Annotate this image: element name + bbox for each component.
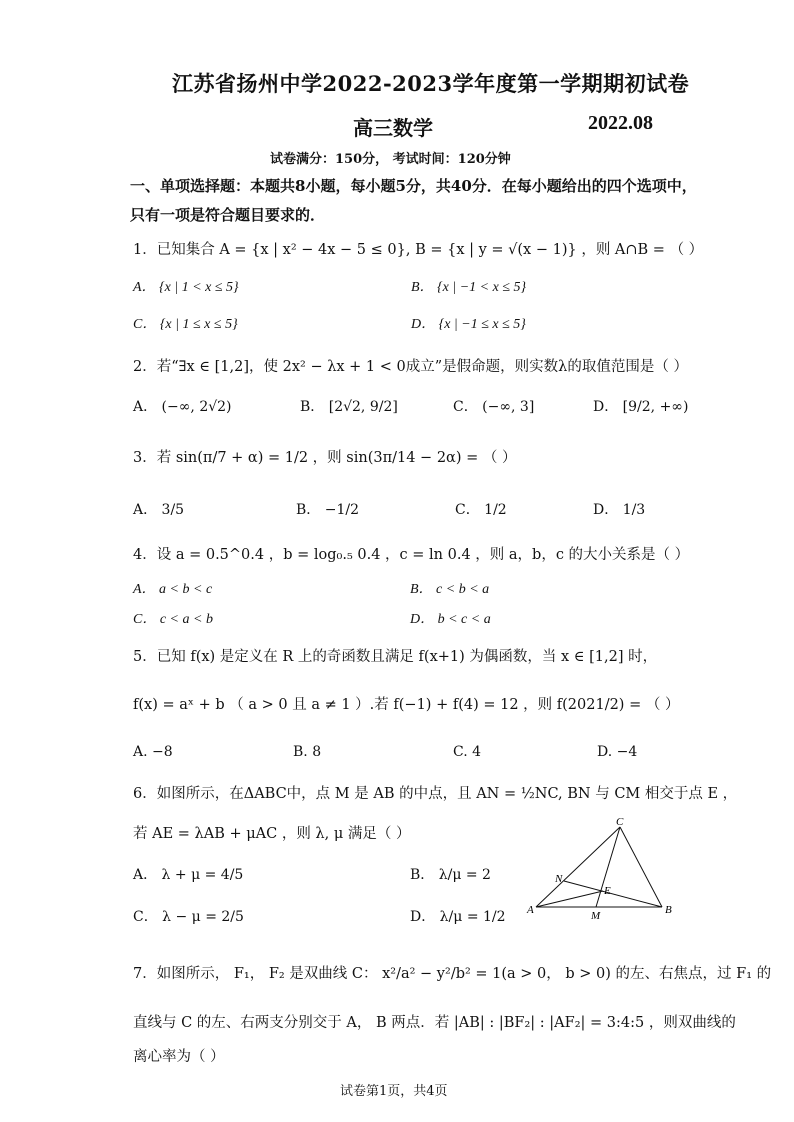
segment-ae xyxy=(536,891,603,907)
label-c: C xyxy=(616,816,624,828)
q6-option-a: A． λ + μ = 4/5 xyxy=(133,867,244,883)
q6-stem-line1: 6．如图所示，在ΔABC中，点 M 是 AB 的中点，且 AN = ½NC, BN 与 CM 相交于点 E ， xyxy=(133,786,738,802)
q2-option-c: C． (−∞, 3] xyxy=(453,399,535,415)
label-m: M xyxy=(591,910,601,922)
side-cb xyxy=(620,827,662,907)
q5-stem-line2: f(x) = aˣ + b （ a > 0 且 a ≠ 1 ）.若 f(−1) + f(4) = 12 ，则 f(2021/2) = （ ） xyxy=(133,697,680,713)
q6-stem-line2: 若 AE = λAB + μAC ，则 λ, μ 满足（ ） xyxy=(133,826,411,842)
q7-stem-line3: 离心率为（ ） xyxy=(133,1049,225,1065)
q4-stem: 4．设 a = 0.5^0.4 ，b = log₀.₅ 0.4 ，c = ln 0.4 ，则 a，b，c 的大小关系是（ ） xyxy=(133,547,690,563)
q3-option-a: A． 3/5 xyxy=(133,502,185,518)
segment-nb xyxy=(564,881,662,907)
q5-option-d: D. −4 xyxy=(597,744,638,760)
page-title: 江苏省扬州中学2022-2023学年度第一学期期初试卷 xyxy=(172,71,690,96)
q3-stem: 3．若 sin(π/7 + α) = 1/2 ，则 sin(3π/14 − 2α) = （ ） xyxy=(133,450,517,466)
label-b: B xyxy=(665,904,672,916)
label-a: A xyxy=(527,904,534,916)
label-e: E xyxy=(604,885,611,897)
q5-option-a: A. −8 xyxy=(133,744,173,760)
section-instructions-line1: 一、单项选择题：本题共8小题，每小题5分，共40分．在每小题给出的四个选项中， xyxy=(130,177,697,195)
q1-option-c: C． {x | 1 ≤ x ≤ 5} xyxy=(133,317,238,332)
q3-option-d: D． 1/3 xyxy=(593,502,646,518)
q1-option-d: D． {x | −1 ≤ x ≤ 5} xyxy=(411,317,526,332)
q6-option-c: C． λ − μ = 2/5 xyxy=(133,909,244,925)
q1-option-b: B． {x | −1 < x ≤ 5} xyxy=(411,280,527,295)
q5-option-c: C. 4 xyxy=(453,744,482,760)
q5-stem-line1: 5．已知 f(x) 是定义在 R 上的奇函数且满足 f(x+1) 为偶函数，当 x ∈ [1,2] 时， xyxy=(133,649,658,665)
q4-option-b: B． c < b < a xyxy=(410,582,490,597)
q6-option-d: D． λ/μ = 1/2 xyxy=(410,909,506,925)
q1-stem: 1．已知集合 A = {x | x² − 4x − 5 ≤ 0}, B = {x | y = √(x − 1)} ，则 A∩B = （ ） xyxy=(133,242,704,258)
q6-option-b: B． λ/μ = 2 xyxy=(410,867,491,883)
exam-meta: 试卷满分：150分， 考试时间：120分钟 xyxy=(270,152,511,167)
q4-option-c: C． c < a < b xyxy=(133,612,213,627)
section-instructions-line2: 只有一项是符合题目要求的． xyxy=(130,206,326,224)
q4-option-a: A． a < b < c xyxy=(133,582,213,597)
q2-option-a: A． (−∞, 2√2) xyxy=(133,399,232,415)
q3-option-c: C． 1/2 xyxy=(455,502,507,518)
q5-option-b: B. 8 xyxy=(293,744,322,760)
label-n: N xyxy=(555,873,563,885)
triangle-figure xyxy=(524,815,684,925)
q4-option-d: D． b < c < a xyxy=(410,612,491,627)
q7-stem-line2: 直线与 C 的左、右两支分别交于 A， B 两点．若 |AB| : |BF₂| : |AF₂| = 3:4:5 ，则双曲线的 xyxy=(133,1015,736,1031)
page-footer: 试卷第1页，共4页 xyxy=(340,1084,448,1099)
exam-date: 2022.08 xyxy=(588,112,653,134)
q7-stem-line1: 7．如图所示， F₁， F₂ 是双曲线 C： x²/a² − y²/b² = 1(a > 0， b > 0) 的左、右焦点，过 F₁ 的 xyxy=(133,966,772,982)
q2-option-d: D． [9/2, +∞) xyxy=(593,399,689,415)
q2-option-b: B． [2√2, 9/2] xyxy=(300,399,398,415)
q3-option-b: B． −1/2 xyxy=(296,502,359,518)
subject-title: 高三数学 xyxy=(353,116,433,140)
q1-option-a: A． {x | 1 < x ≤ 5} xyxy=(133,280,239,295)
q2-stem: 2．若“∃x ∈ [1,2]，使 2x² − λx + 1 < 0成立”是假命题，则实数λ的取值范围是（ ） xyxy=(133,359,688,375)
